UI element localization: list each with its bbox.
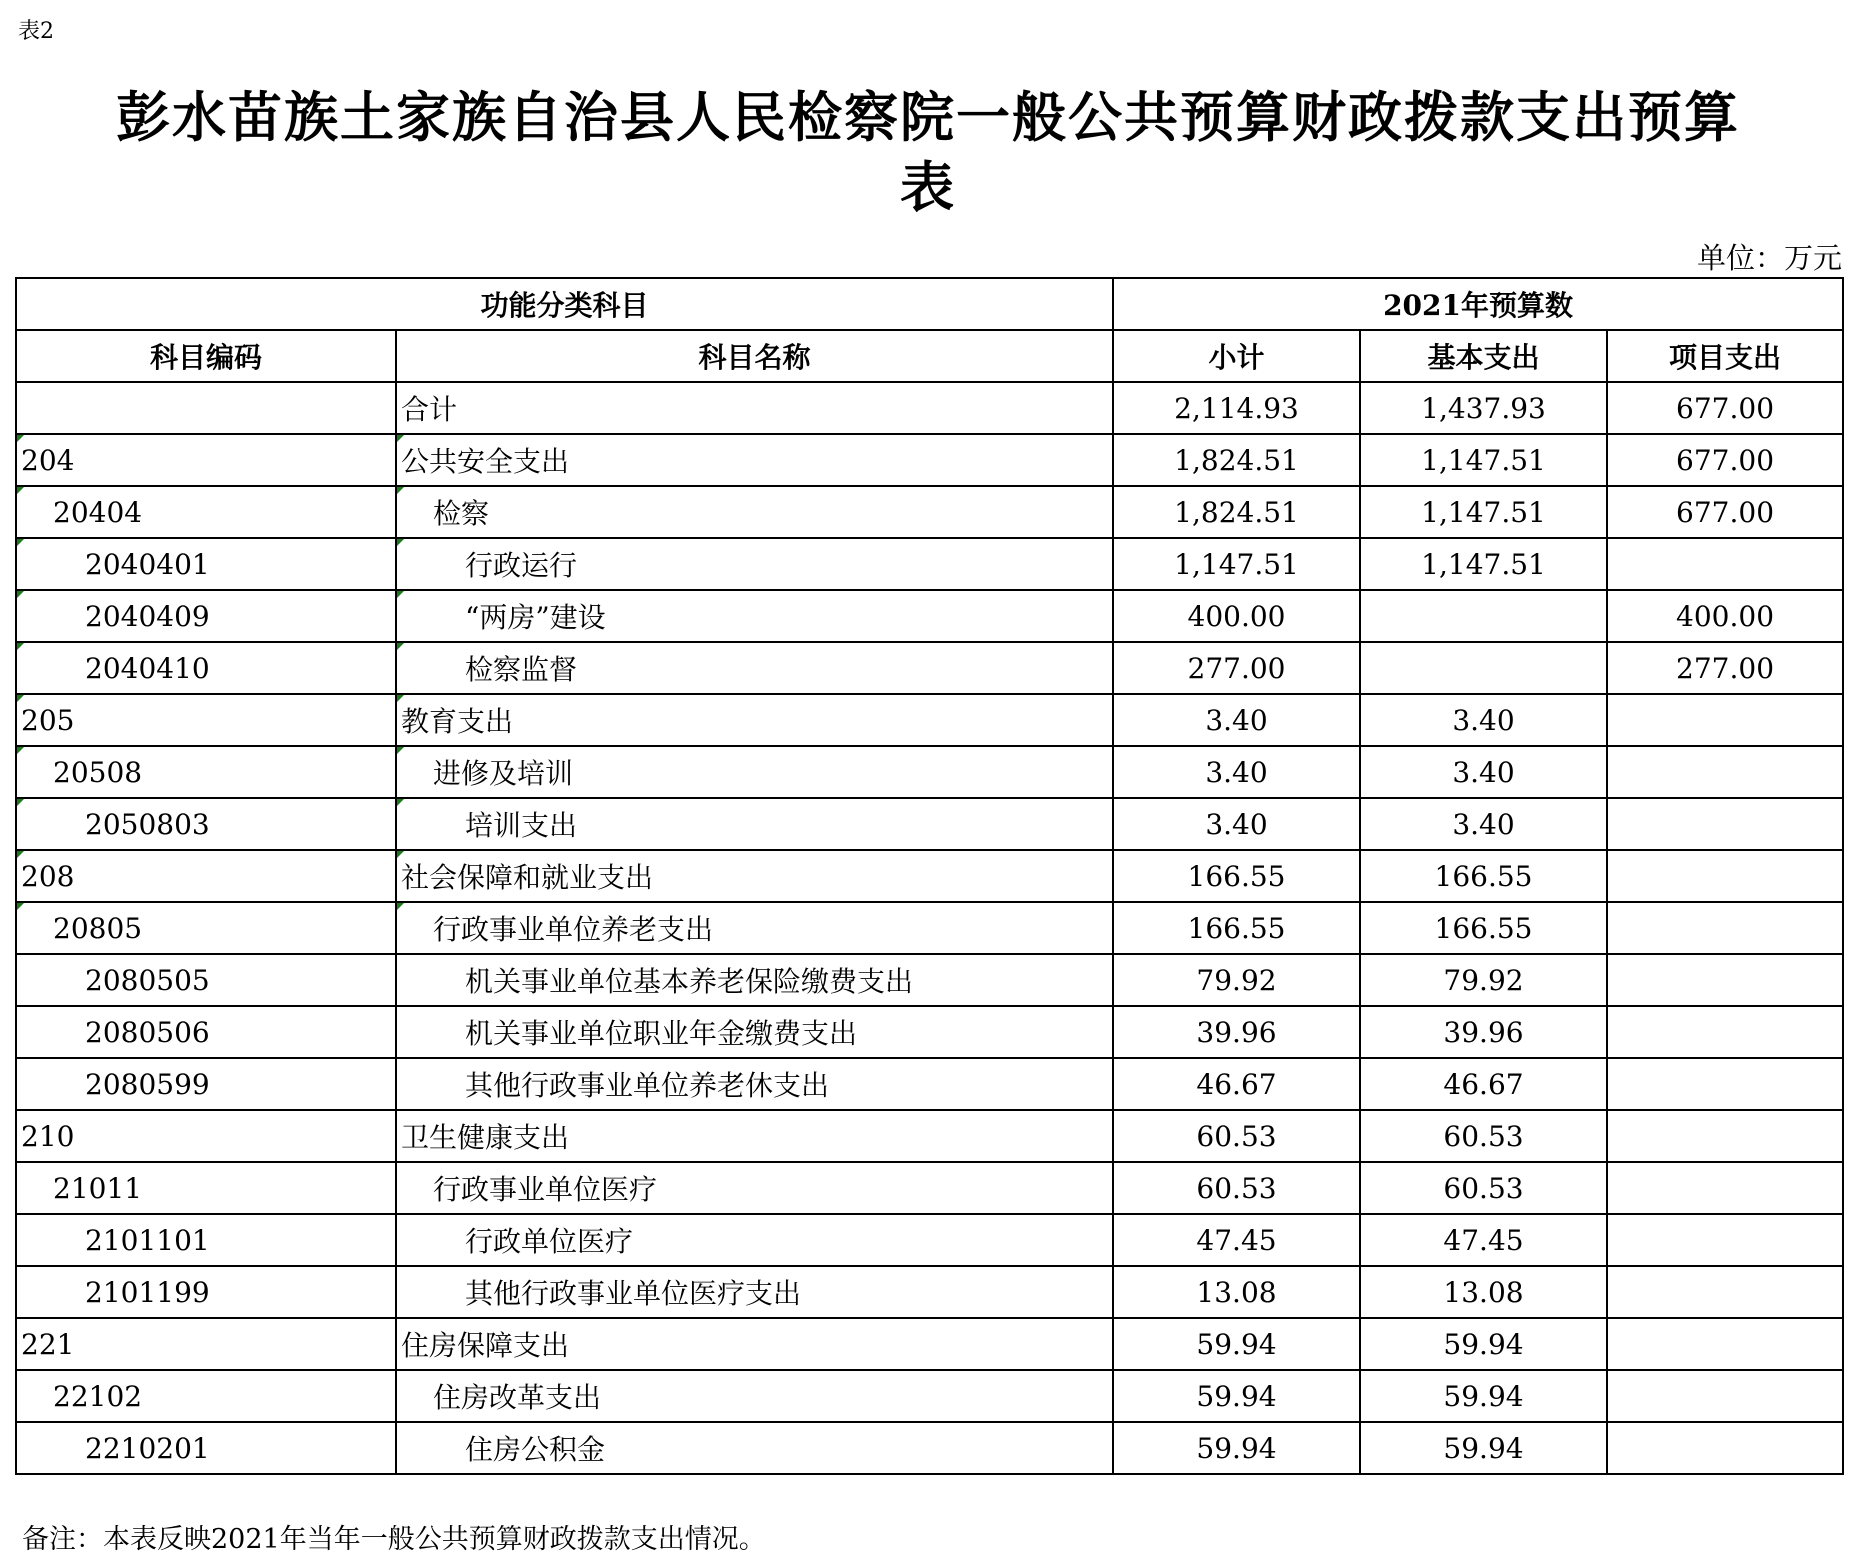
cell-basic: 60.53	[1360, 1110, 1607, 1162]
cell-project	[1607, 1422, 1843, 1474]
cell-subtotal: 3.40	[1113, 798, 1360, 850]
cell-basic: 60.53	[1360, 1162, 1607, 1214]
cell-project	[1607, 850, 1843, 902]
cell-project	[1607, 1162, 1843, 1214]
cell-code: 2101199	[16, 1266, 396, 1318]
title-line-2: 表	[900, 155, 956, 219]
cell-subtotal: 60.53	[1113, 1162, 1360, 1214]
cell-code: 2040401	[16, 538, 396, 590]
cell-code: 20404	[16, 486, 396, 538]
cell-basic: 46.67	[1360, 1058, 1607, 1110]
cell-project	[1607, 798, 1843, 850]
cell-code: 2050803	[16, 798, 396, 850]
cell-project	[1607, 954, 1843, 1006]
cell-code: 22102	[16, 1370, 396, 1422]
cell-subtotal: 79.92	[1113, 954, 1360, 1006]
cell-name: “两房”建设	[396, 590, 1113, 642]
header-project-expenditure: 项目支出	[1607, 330, 1843, 382]
cell-subtotal: 277.00	[1113, 642, 1360, 694]
cell-basic: 1,437.93	[1360, 382, 1607, 434]
cell-basic: 166.55	[1360, 902, 1607, 954]
cell-subtotal: 3.40	[1113, 694, 1360, 746]
table-row	[16, 538, 1843, 590]
cell-subtotal: 59.94	[1113, 1422, 1360, 1474]
cell-name: 社会保障和就业支出	[396, 850, 1113, 902]
cell-name: 检察监督	[396, 642, 1113, 694]
cell-code: 204	[16, 434, 396, 486]
table-row	[16, 382, 1843, 434]
cell-basic: 39.96	[1360, 1006, 1607, 1058]
cell-project: 677.00	[1607, 434, 1843, 486]
table-row	[16, 1318, 1843, 1370]
table-row	[16, 1110, 1843, 1162]
header-row-columns	[16, 330, 1843, 382]
cell-name: 住房公积金	[396, 1422, 1113, 1474]
cell-subtotal: 3.40	[1113, 746, 1360, 798]
table-number-label: 表2	[18, 19, 54, 44]
table-row	[16, 694, 1843, 746]
unit-label: 单位：万元	[1696, 241, 1842, 275]
cell-code: 221	[16, 1318, 396, 1370]
cell-basic	[1360, 642, 1607, 694]
cell-subtotal: 39.96	[1113, 1006, 1360, 1058]
cell-name: 公共安全支出	[396, 434, 1113, 486]
cell-name: 行政运行	[396, 538, 1113, 590]
cell-subtotal: 47.45	[1113, 1214, 1360, 1266]
cell-name: 机关事业单位职业年金缴费支出	[396, 1006, 1113, 1058]
cell-project	[1607, 1006, 1843, 1058]
cell-name: 住房保障支出	[396, 1318, 1113, 1370]
cell-code: 2040410	[16, 642, 396, 694]
header-subtotal: 小计	[1113, 330, 1360, 382]
cell-project	[1607, 902, 1843, 954]
cell-code	[16, 382, 396, 434]
cell-name: 合计	[396, 382, 1113, 434]
footnote: 备注：本表反映2021年当年一般公共预算财政拨款支出情况。	[22, 1524, 766, 1555]
cell-subtotal: 1,824.51	[1113, 486, 1360, 538]
cell-basic: 59.94	[1360, 1318, 1607, 1370]
cell-project	[1607, 1214, 1843, 1266]
cell-basic: 47.45	[1360, 1214, 1607, 1266]
cell-name: 检察	[396, 486, 1113, 538]
header-name: 科目名称	[396, 330, 1113, 382]
cell-name: 行政单位医疗	[396, 1214, 1113, 1266]
cell-project	[1607, 1110, 1843, 1162]
cell-code: 2101101	[16, 1214, 396, 1266]
cell-name: 教育支出	[396, 694, 1113, 746]
cell-code: 2210201	[16, 1422, 396, 1474]
cell-basic: 1,147.51	[1360, 434, 1607, 486]
budget-table	[15, 277, 1844, 1475]
cell-subtotal: 46.67	[1113, 1058, 1360, 1110]
cell-code: 2080599	[16, 1058, 396, 1110]
table-row	[16, 1370, 1843, 1422]
cell-code: 208	[16, 850, 396, 902]
table-row	[16, 1214, 1843, 1266]
table-row	[16, 902, 1843, 954]
table-row	[16, 1422, 1843, 1474]
cell-subtotal: 59.94	[1113, 1318, 1360, 1370]
cell-project	[1607, 538, 1843, 590]
cell-subtotal: 59.94	[1113, 1370, 1360, 1422]
cell-subtotal: 1,824.51	[1113, 434, 1360, 486]
cell-project: 400.00	[1607, 590, 1843, 642]
cell-basic	[1360, 590, 1607, 642]
table-row	[16, 954, 1843, 1006]
table-row	[16, 1266, 1843, 1318]
cell-basic: 13.08	[1360, 1266, 1607, 1318]
cell-project	[1607, 1058, 1843, 1110]
cell-name: 行政事业单位养老支出	[396, 902, 1113, 954]
header-functional-classification: 功能分类科目	[16, 278, 1113, 330]
table-row	[16, 1058, 1843, 1110]
cell-basic: 1,147.51	[1360, 538, 1607, 590]
cell-project: 677.00	[1607, 382, 1843, 434]
table-row	[16, 850, 1843, 902]
cell-name: 进修及培训	[396, 746, 1113, 798]
title-line-1: 彭水苗族土家族自治县人民检察院一般公共预算财政拨款支出预算	[116, 85, 1740, 149]
cell-subtotal: 400.00	[1113, 590, 1360, 642]
cell-project	[1607, 1266, 1843, 1318]
table-row	[16, 798, 1843, 850]
cell-project	[1607, 746, 1843, 798]
cell-subtotal: 166.55	[1113, 902, 1360, 954]
cell-name: 机关事业单位基本养老保险缴费支出	[396, 954, 1113, 1006]
table-row	[16, 1162, 1843, 1214]
cell-project: 677.00	[1607, 486, 1843, 538]
table-row	[16, 746, 1843, 798]
cell-name: 其他行政事业单位养老休支出	[396, 1058, 1113, 1110]
header-row-group	[16, 278, 1843, 330]
cell-code: 2080506	[16, 1006, 396, 1058]
cell-name: 卫生健康支出	[396, 1110, 1113, 1162]
cell-code: 21011	[16, 1162, 396, 1214]
cell-name: 培训支出	[396, 798, 1113, 850]
header-basic-expenditure: 基本支出	[1360, 330, 1607, 382]
cell-basic: 59.94	[1360, 1370, 1607, 1422]
cell-project: 277.00	[1607, 642, 1843, 694]
cell-basic: 166.55	[1360, 850, 1607, 902]
cell-subtotal: 1,147.51	[1113, 538, 1360, 590]
cell-code: 20508	[16, 746, 396, 798]
cell-basic: 3.40	[1360, 694, 1607, 746]
table-row	[16, 1006, 1843, 1058]
cell-name: 其他行政事业单位医疗支出	[396, 1266, 1113, 1318]
table-row	[16, 642, 1843, 694]
page-title	[10, 82, 1846, 222]
cell-basic: 79.92	[1360, 954, 1607, 1006]
header-code: 科目编码	[16, 330, 396, 382]
cell-basic: 3.40	[1360, 798, 1607, 850]
cell-basic: 1,147.51	[1360, 486, 1607, 538]
cell-subtotal: 60.53	[1113, 1110, 1360, 1162]
cell-code: 210	[16, 1110, 396, 1162]
table-body	[16, 382, 1843, 1474]
cell-name: 住房改革支出	[396, 1370, 1113, 1422]
cell-subtotal: 13.08	[1113, 1266, 1360, 1318]
table-row	[16, 590, 1843, 642]
cell-subtotal: 2,114.93	[1113, 382, 1360, 434]
cell-name: 行政事业单位医疗	[396, 1162, 1113, 1214]
cell-project	[1607, 1370, 1843, 1422]
header-budget-2021: 2021年预算数	[1113, 278, 1843, 330]
cell-code: 20805	[16, 902, 396, 954]
cell-project	[1607, 694, 1843, 746]
cell-project	[1607, 1318, 1843, 1370]
cell-code: 2080505	[16, 954, 396, 1006]
table-row	[16, 434, 1843, 486]
cell-code: 205	[16, 694, 396, 746]
cell-basic: 59.94	[1360, 1422, 1607, 1474]
cell-code: 2040409	[16, 590, 396, 642]
cell-subtotal: 166.55	[1113, 850, 1360, 902]
table-row	[16, 486, 1843, 538]
cell-basic: 3.40	[1360, 746, 1607, 798]
